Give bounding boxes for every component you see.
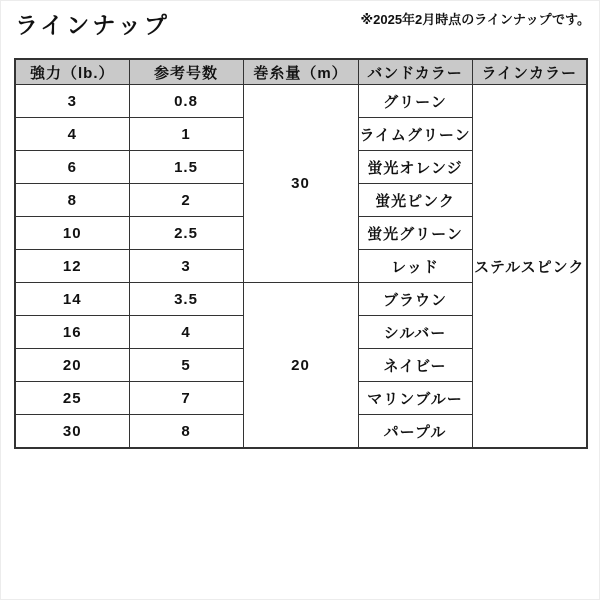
strength-cell: 30 <box>15 415 129 449</box>
capacity-cell-20: 20 <box>243 283 358 449</box>
size-cell: 7 <box>129 382 243 415</box>
band-color-cell: シルバー <box>358 316 472 349</box>
size-cell: 0.8 <box>129 85 243 118</box>
strength-cell: 16 <box>15 316 129 349</box>
line-color-cell: ステルスピンク <box>472 85 587 449</box>
strength-cell: 6 <box>15 151 129 184</box>
strength-cell: 25 <box>15 382 129 415</box>
band-color-cell: グリーン <box>358 85 472 118</box>
band-color-cell: ネイビー <box>358 349 472 382</box>
header-strength: 強力（lb.） <box>15 59 129 85</box>
capacity-cell-30: 30 <box>243 85 358 283</box>
band-color-cell: パープル <box>358 415 472 449</box>
strength-cell: 12 <box>15 250 129 283</box>
header-size: 参考号数 <box>129 59 243 85</box>
band-color-cell: マリンブルー <box>358 382 472 415</box>
size-cell: 2 <box>129 184 243 217</box>
band-color-cell: ライムグリーン <box>358 118 472 151</box>
band-color-cell: 蛍光グリーン <box>358 217 472 250</box>
table-row <box>15 85 587 118</box>
page-title: ラインナップ <box>15 12 170 38</box>
size-cell: 8 <box>129 415 243 449</box>
strength-cell: 10 <box>15 217 129 250</box>
size-cell: 3 <box>129 250 243 283</box>
header-capacity: 巻糸量（m） <box>243 59 358 85</box>
band-color-cell: 蛍光ピンク <box>358 184 472 217</box>
strength-cell: 8 <box>15 184 129 217</box>
size-cell: 1 <box>129 118 243 151</box>
strength-cell: 14 <box>15 283 129 316</box>
strength-cell: 3 <box>15 85 129 118</box>
strength-cell: 20 <box>15 349 129 382</box>
size-cell: 2.5 <box>129 217 243 250</box>
size-cell: 1.5 <box>129 151 243 184</box>
header-line-color: ラインカラー <box>472 59 587 85</box>
strength-cell: 4 <box>15 118 129 151</box>
size-cell: 4 <box>129 316 243 349</box>
size-cell: 3.5 <box>129 283 243 316</box>
header-band-color: バンドカラー <box>358 59 472 85</box>
table-header-row <box>15 59 587 85</box>
lineup-table <box>14 58 588 449</box>
size-cell: 5 <box>129 349 243 382</box>
band-color-cell: レッド <box>358 250 472 283</box>
band-color-cell: 蛍光オレンジ <box>358 151 472 184</box>
band-color-cell: ブラウン <box>358 283 472 316</box>
as-of-date-note: ※2025年2月時点のラインナップです。 <box>360 12 590 27</box>
